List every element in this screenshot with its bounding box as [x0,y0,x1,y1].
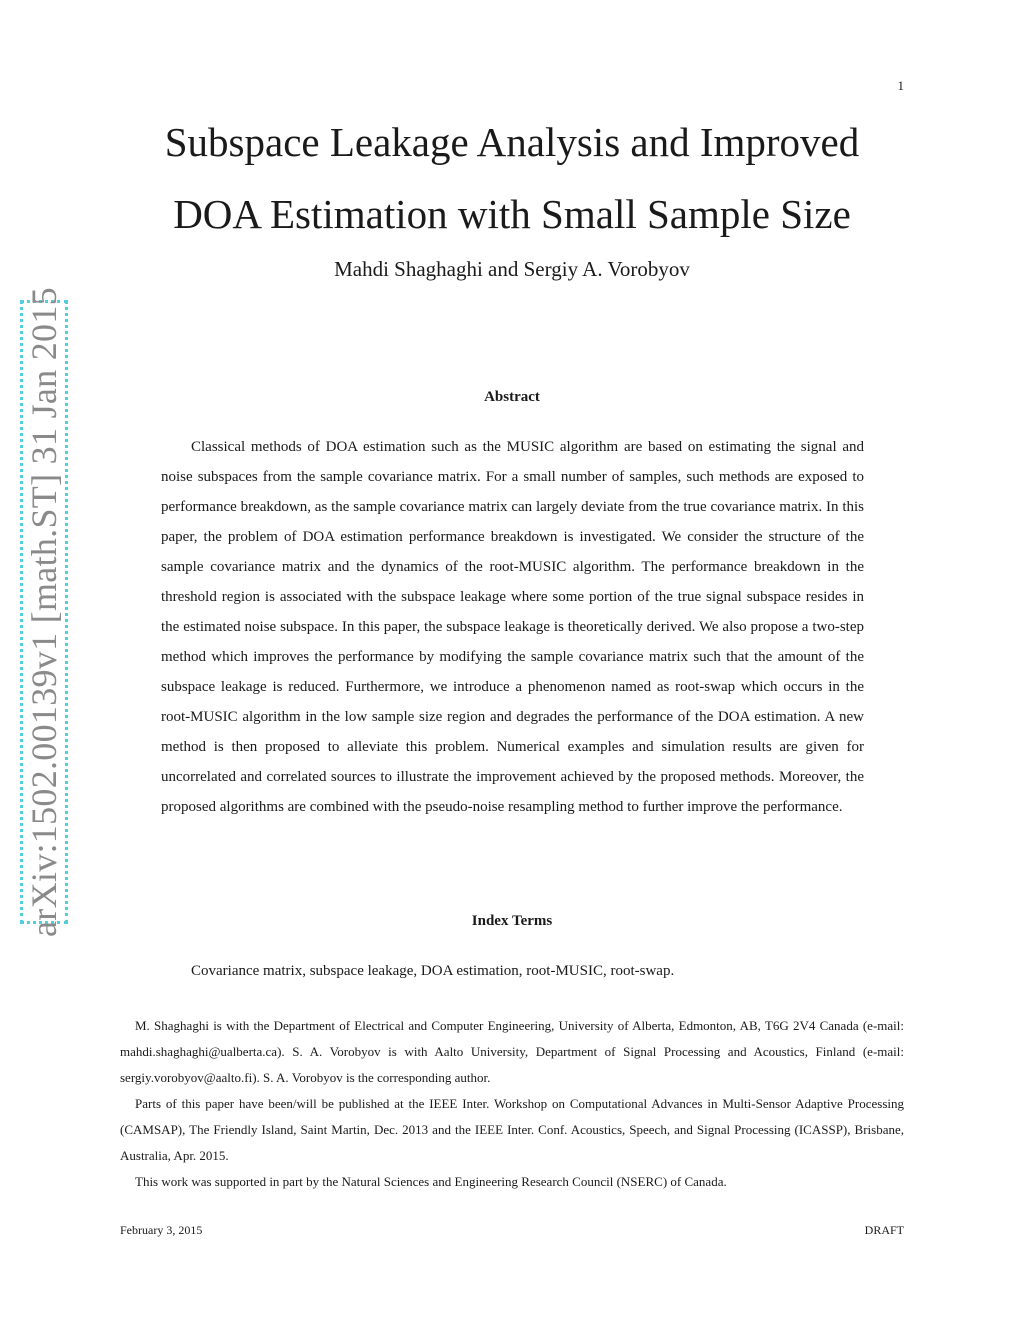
paper-title-line-1: Subspace Leakage Analysis and Improved [164,119,860,165]
paper-title-line-2: DOA Estimation with Small Sample Size [173,191,851,237]
paper-title [112,106,912,250]
abstract-heading: Abstract [484,389,540,405]
footnote-publication: Parts of this paper have been/will be published at the IEEE Inter. Workshop on Computational Advances in Multi-Sensor Adaptive Processing (CAMSAP), The Friendly Island, Saint Martin, Dec. 2013 and the IEEE Inter. Conf. Acoustics, Speech, and Signal Processing (ICASSP), Brisbane, Australia, Apr. 2015. [120,1096,904,1163]
footnotes [120,1013,904,1195]
index-terms-body: Covariance matrix, subspace leakage, DOA estimation, root-MUSIC, root-swap. [191,963,675,979]
abstract-body: Classical methods of DOA estimation such as the MUSIC algorithm are based on estimating the signal and noise subspaces from the sample covariance matrix. For a small number of samples, such methods are exposed to performance breakdown, as the sample covariance matrix can largely deviate from the true covariance matrix. In this paper, the problem of DOA estimation performance breakdown is investigated. We consider the structure of the sample covariance matrix and the dynamics of the root-MUSIC algorithm. The performance breakdown in the threshold region is associated with the subspace leakage where some portion of the true signal subspace resides in the estimated noise subspace. In this paper, the subspace leakage is theoretically derived. We also propose a two-step method which improves the performance by modifying the sample covariance matrix such that the amount of the subspace leakage is reduced. Furthermore, we introduce a phenomenon named as root-swap which occurs in the root-MUSIC algorithm in the low sample size region and degrades the performance of the DOA estimation. A new method is then proposed to alleviate this problem. Numerical examples and simulation results are given for uncorrelated and correlated sources to illustrate the improvement achieved by the proposed methods. Moreover, the proposed algorithms are combined with the pseudo-noise resampling method to further improve the performance. [161,439,864,815]
arxiv-stamp-text: arXiv:1502.00139v1 [math.ST] 31 Jan 2015 [24,287,64,937]
footer-status: DRAFT [864,1223,904,1237]
arxiv-stamp[interactable] [20,287,68,937]
index-terms-heading: Index Terms [471,913,553,929]
footnote-affiliations: M. Shaghaghi is with the Department of Electrical and Computer Engineering, University of Alberta, Edmonton, AB, T6G 2V4 Canada (e-mail: mahdi.shaghaghi@ualberta.ca). S. A. Vorobyov is with Aalto University, Department of Signal Processing and Acoustics, Finland (e-mail: sergiy.vorobyov@aalto.fi). S. A. Vorobyov is the corresponding author. [120,1018,904,1085]
paper-authors: Mahdi Shaghaghi and Sergiy A. Vorobyov [334,257,690,281]
footnote-funding: This work was supported in part by the Natural Sciences and Engineering Research Council (NSERC) of Canada. [135,1174,727,1189]
page-number: 1 [897,78,904,93]
footer-date: February 3, 2015 [120,1223,203,1237]
